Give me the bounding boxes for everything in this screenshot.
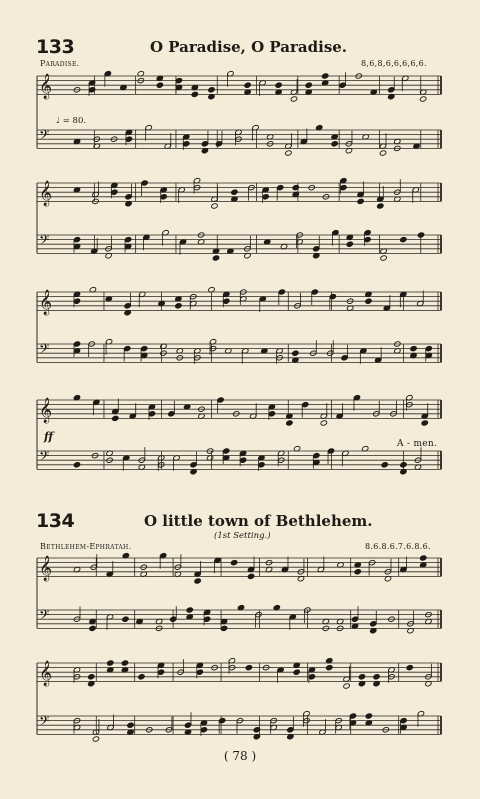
note-head (138, 674, 145, 680)
staff (37, 658, 441, 690)
note-head (380, 255, 387, 261)
note-head (247, 573, 254, 579)
note-head (125, 136, 132, 142)
note-head (292, 350, 299, 356)
note-head (220, 625, 227, 631)
note-head (417, 232, 424, 238)
note-head (231, 189, 238, 195)
note-head (340, 184, 347, 190)
note-head (191, 91, 198, 97)
note-head (305, 82, 312, 88)
note-head (365, 713, 372, 719)
note-head (112, 415, 119, 421)
note-head (140, 345, 147, 351)
note-head (343, 683, 350, 689)
hymn-133-amen: A - men. (397, 439, 438, 449)
note-head (388, 87, 395, 93)
staff (37, 230, 441, 262)
note-head (287, 727, 294, 733)
note-head (278, 289, 285, 295)
note-head (124, 303, 131, 309)
note-head (190, 462, 197, 468)
note-head (400, 236, 407, 242)
note-head (320, 420, 327, 426)
note-head (420, 555, 427, 561)
note-head (341, 355, 348, 361)
hymn-134-setting: (1st Setting.) (214, 531, 271, 541)
note-head (196, 669, 203, 675)
note-head (184, 722, 191, 728)
hymn-134-meter: 8.6.8.6.7.6.8.6. (365, 542, 431, 551)
note-head (89, 625, 96, 631)
note-head (122, 616, 129, 622)
hymn-133-title: O Paradise, O Paradise. (150, 38, 348, 56)
note-head (346, 241, 353, 247)
svg-text:𝄞: 𝄞 (39, 74, 53, 99)
note-head (329, 293, 336, 299)
note-head (121, 660, 128, 666)
note-head (290, 96, 297, 102)
note-head (339, 82, 346, 88)
staff (37, 605, 441, 634)
staff (37, 178, 441, 210)
svg-text:𝄢: 𝄢 (39, 341, 50, 360)
note-head (73, 236, 80, 242)
svg-text:𝄢: 𝄢 (39, 607, 50, 626)
note-head (400, 462, 407, 468)
hymn-133-tune-name: Paradise. (40, 59, 80, 68)
hymn-133-dynamic: ff (44, 430, 54, 443)
note-head (168, 411, 175, 417)
note-head (293, 669, 300, 675)
staff (37, 553, 441, 585)
note-head (73, 462, 80, 468)
note-head (425, 345, 432, 351)
hymn-134-tune-name: Bethlehem-Ephratah. (40, 542, 132, 551)
staff (37, 71, 441, 103)
svg-text:𝄞: 𝄞 (39, 556, 53, 581)
note-head (331, 141, 338, 147)
note-head (156, 82, 163, 88)
note-head (421, 420, 428, 426)
note-head (410, 345, 417, 351)
note-head (313, 246, 320, 252)
note-head (160, 194, 167, 200)
note-head (125, 194, 132, 200)
note-head (364, 236, 371, 242)
note-head (127, 722, 134, 728)
note-head (208, 87, 215, 93)
note-head (73, 298, 80, 304)
svg-text:𝄞: 𝄞 (39, 181, 53, 206)
note-head (275, 82, 282, 88)
staff (37, 125, 441, 157)
hymn-134-number: 134 (36, 510, 75, 532)
staff (37, 339, 441, 364)
note-head (400, 717, 407, 723)
note-head (302, 401, 309, 407)
hymn-133-meter: 8,6,8,6,6,6,6,6. (361, 59, 427, 68)
note-head (92, 736, 99, 742)
note-head (326, 664, 333, 670)
note-head (244, 82, 251, 88)
svg-text:𝄢: 𝄢 (39, 448, 50, 467)
note-head (218, 717, 225, 723)
page-number: ( 78 ) (223, 749, 257, 763)
note-head (277, 184, 284, 190)
note-head (285, 150, 292, 156)
hymn-133-number: 133 (36, 36, 75, 58)
note-head (245, 664, 252, 670)
note-head (351, 616, 358, 622)
note-head (373, 674, 380, 680)
note-head (258, 462, 265, 468)
note-head (354, 569, 361, 575)
note-head (308, 674, 315, 680)
note-head (381, 462, 388, 468)
svg-text:𝄢: 𝄢 (39, 713, 50, 732)
note-head (124, 345, 131, 351)
note-head (406, 664, 413, 670)
hymn-133-tempo: ♩ = 80. (56, 116, 87, 126)
note-head (186, 607, 193, 613)
note-head (203, 616, 210, 622)
note-head (230, 559, 237, 565)
note-head (358, 674, 365, 680)
note-head (107, 660, 114, 666)
note-head (377, 203, 384, 209)
note-head (322, 73, 329, 79)
note-head (268, 411, 275, 417)
note-head (239, 457, 246, 463)
note-head (111, 189, 118, 195)
note-head (215, 141, 222, 147)
svg-text:𝄞: 𝄞 (39, 398, 53, 423)
staff (37, 711, 441, 743)
note-head (365, 298, 372, 304)
note-head (286, 420, 293, 426)
note-head (262, 194, 269, 200)
note-head (141, 180, 148, 186)
note-head (73, 341, 80, 347)
note-head (183, 141, 190, 147)
note-head (211, 203, 218, 209)
note-head (349, 713, 356, 719)
note-head (357, 198, 364, 204)
note-head (379, 150, 386, 156)
note-head (201, 141, 208, 147)
note-head (292, 184, 299, 190)
note-head (200, 727, 207, 733)
staff (37, 287, 441, 316)
note-head (212, 255, 219, 261)
note-head (157, 669, 164, 675)
note-head (194, 578, 201, 584)
note-head (124, 236, 131, 242)
staff (37, 395, 441, 427)
svg-text:𝄞: 𝄞 (39, 661, 53, 686)
note-head (223, 298, 230, 304)
note-head (170, 616, 177, 622)
staff (37, 446, 441, 475)
svg-text:𝄞: 𝄞 (39, 290, 53, 315)
note-head (311, 289, 318, 295)
note-head (420, 96, 427, 102)
svg-text:𝄢: 𝄢 (39, 232, 50, 251)
svg-text:𝄢: 𝄢 (39, 127, 50, 146)
note-head (222, 448, 229, 454)
note-head (370, 621, 377, 627)
note-head (327, 448, 334, 454)
note-head (175, 303, 182, 309)
hymn-134-title: O little town of Bethlehem. (144, 512, 373, 530)
note-head (313, 452, 320, 458)
note-head (148, 411, 155, 417)
note-head (88, 674, 95, 680)
note-head (217, 397, 224, 403)
